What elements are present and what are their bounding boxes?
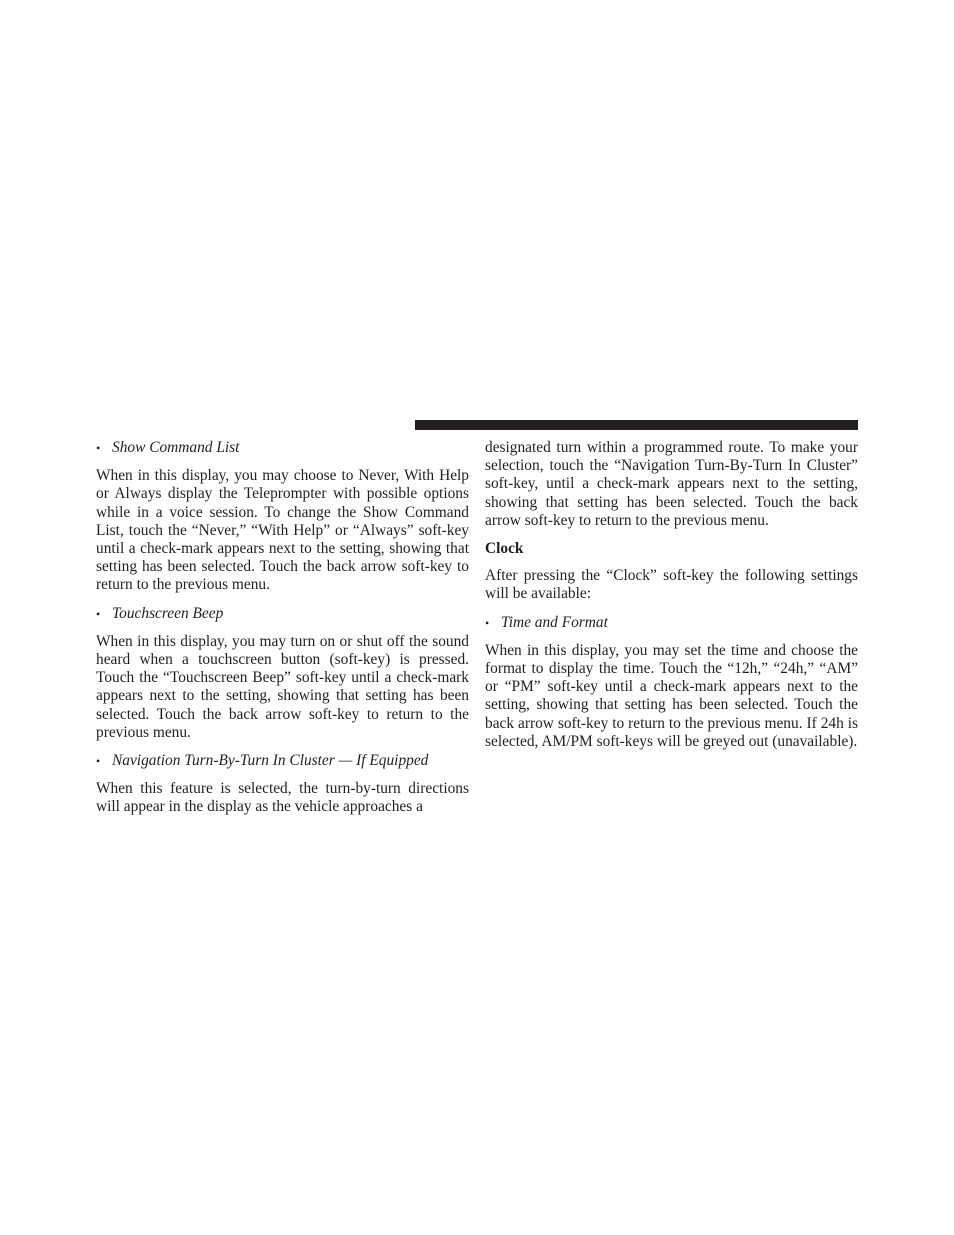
bullet-touchscreen-beep — [96, 605, 469, 623]
paragraph-navigation-continued: designated turn within a programmed route. To make your selection, touch the “Navigation Turn-By-Turn In Cluster” soft-key, until a check-mark appears next to the setting, showing that setting has been selected. Touch the back arrow soft-key to return to the previous menu. — [485, 439, 858, 529]
bullet-dot-icon: • — [485, 615, 490, 630]
bullet-dot-icon: • — [96, 754, 101, 769]
right-column — [485, 439, 858, 761]
bullet-navigation-turn-by-turn — [96, 752, 469, 770]
paragraph-time-and-format: When in this display, you may set the time and choose the format to display the time. Touch the “12h,” “24h,” “AM” or “PM” soft-key until a check-mark appears next to the setting, showing that setting has been selected. Touch the back arrow soft-key to return to the previous menu. If 24h is selected, AM/PM soft-keys will be greyed out (unavailable). — [485, 641, 858, 750]
bullet-dot-icon: • — [96, 606, 101, 621]
bullet-time-and-format — [485, 614, 858, 632]
bullet-label: Time and Format — [501, 613, 608, 631]
bullet-label: Navigation Turn-By-Turn In Cluster — If Equipped — [112, 752, 429, 770]
paragraph-touchscreen-beep: When in this display, you may turn on or shut off the sound heard when a touchscreen button (soft-key) is pressed. Touch the “Touchscreen Beep” soft-key until a check-mark appears next to the setting, showing that setting has been selected. Touch the back arrow soft-key to return to the previous menu. — [96, 632, 469, 741]
bullet-label: Show Command List — [112, 439, 240, 456]
paragraph-navigation-turn-by-turn: When this feature is selected, the turn-by-turn directions will appear in the display as the vehicle approaches a — [96, 780, 469, 816]
paragraph-show-command-list: When in this display, you may choose to Never, With Help or Always display the Teleprompter with possible options while in a voice session. To change the Show Command List, touch the “Never,” “With Help” or “Always” soft-key until a check-mark appears next to the setting, showing that setting has been selected. Touch the back arrow soft-key to return to the previous menu. — [96, 467, 469, 594]
bullet-show-command-list — [96, 439, 469, 457]
bullet-label: Touchscreen Beep — [112, 604, 224, 622]
section-header-rule — [415, 420, 858, 430]
heading-clock: Clock — [485, 540, 524, 558]
left-column — [96, 439, 469, 827]
bullet-dot-icon: • — [96, 441, 101, 455]
paragraph-clock-intro: After pressing the “Clock” soft-key the following settings will be available: — [485, 567, 858, 603]
